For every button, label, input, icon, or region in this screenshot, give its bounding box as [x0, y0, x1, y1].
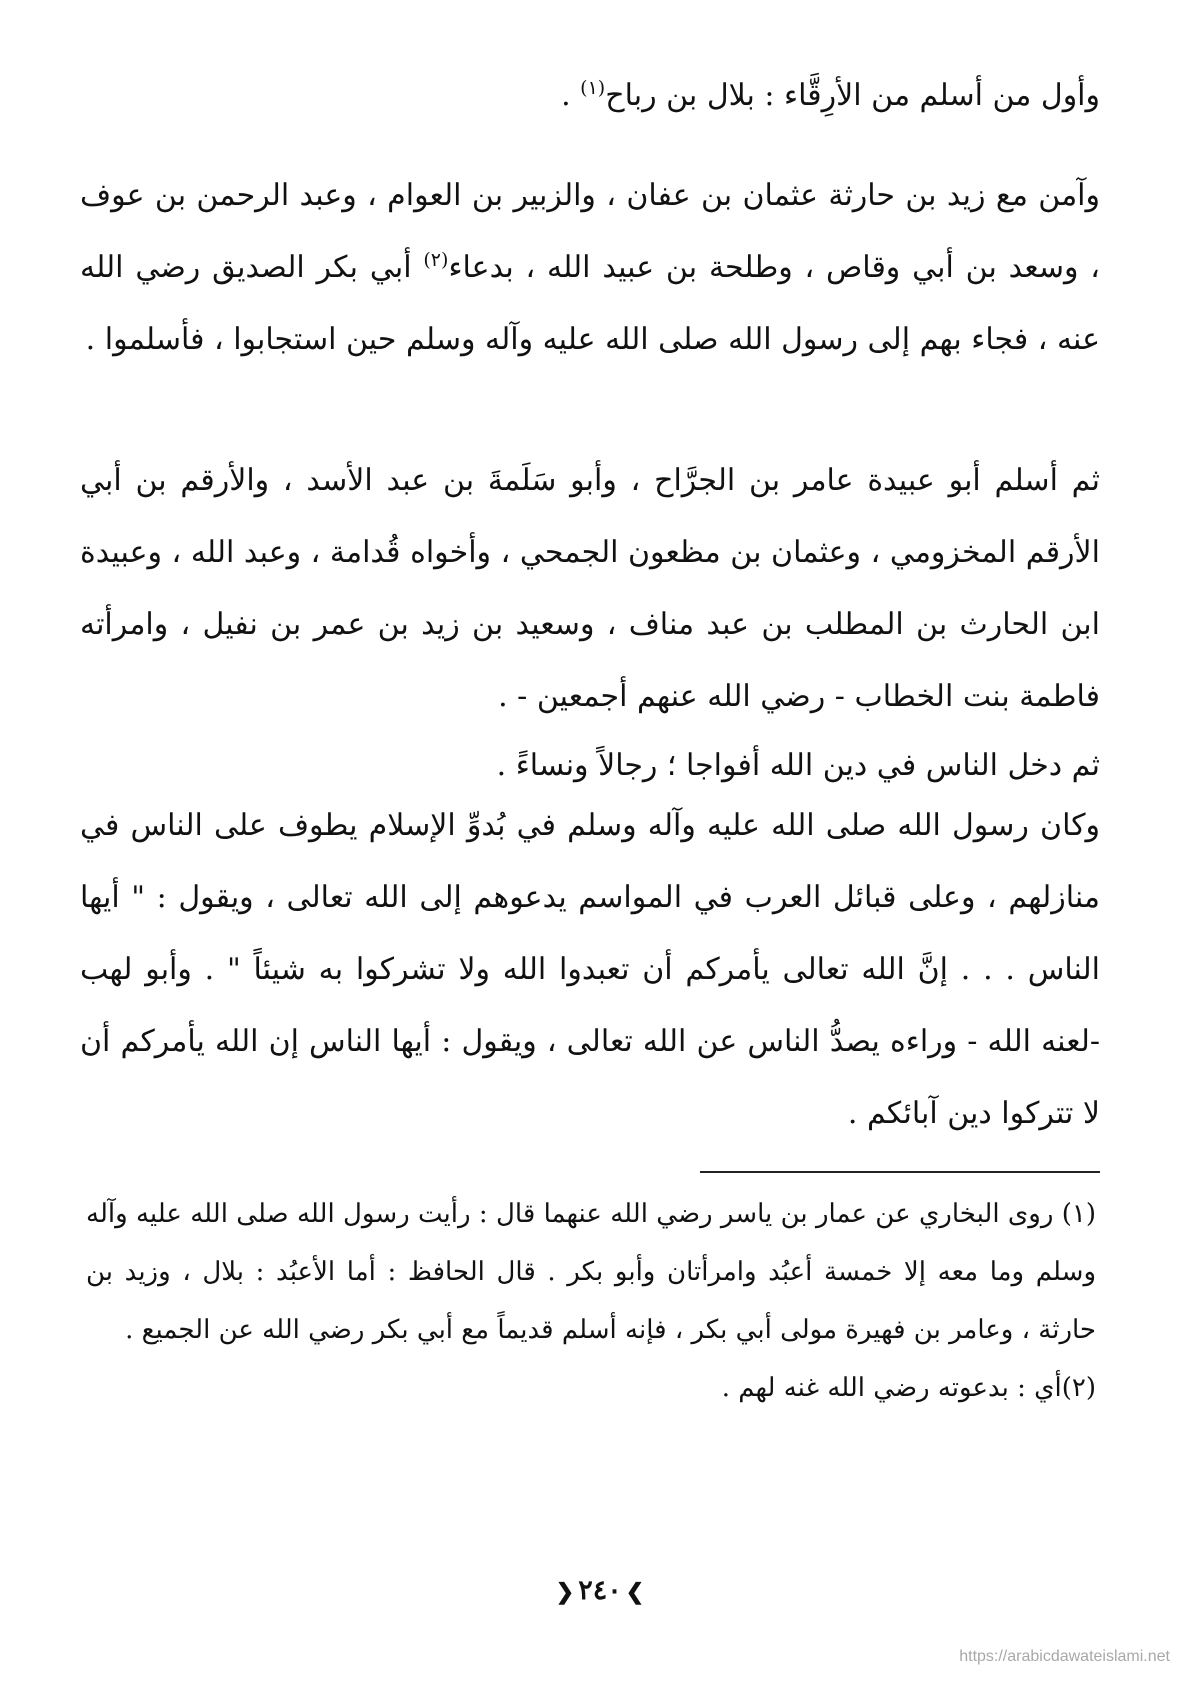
paragraph-text: وأول من أسلم من الأرِقَّاء : بلال بن رباح	[605, 78, 1100, 113]
page-number	[0, 1575, 1200, 1606]
paragraph-text-continued: أبي بكر الصديق رضي الله عنه ، فجاء بهم إلى رسول الله صلى الله عليه وآله وسلم حين استجابوا ، فأسلموا .	[80, 250, 1100, 357]
paragraph-text: ثم أسلم أبو عبيدة عامر بن الجرَّاح ، وأبو سَلَمةَ بن عبد الأسد ، والأرقم بن أبي الأرقم المخزومي ، وعثمان بن مظعون الجمحي ، وأخواه قُدامة ، وعبد الله ، وعبيدة ابن الحارث بن المطلب بن عبد مناف ، وسعيد بن زيد بن عمر بن نفيل ، وامرأته فاطمة بنت الخطاب - رضي الله عنهم أجمعين - .	[80, 463, 1100, 714]
paragraph-companions	[80, 160, 1100, 376]
ornament-right-icon: ❯	[625, 1579, 645, 1605]
page-number-value: ٢٤٠	[578, 1575, 622, 1606]
paragraph-tail: .	[561, 78, 581, 113]
paragraph-first-converts	[80, 60, 1100, 132]
paragraph-prophet-calling	[80, 790, 1100, 1150]
paragraph-later-converts	[80, 445, 1100, 733]
paragraph-text: وكان رسول الله صلى الله عليه وآله وسلم في بُدوِّ الإسلام يطوف على الناس في منازلهم ، وعلى قبائل العرب في المواسم يدعوهم إلى الله تعالى ، ويقول : " أيها الناس . . . إنَّ الله تعالى يأمركم أن تعبدوا الله ولا تشركوا به شيئاً " . وأبو لهب -لعنه الله - وراءه يصدُّ الناس عن الله تعالى ، ويقول : أيها الناس إن الله يأمركم أن لا تتركوا دين آبائكم .	[80, 808, 1100, 1131]
footnote-separator	[700, 1171, 1100, 1173]
paragraph-text: وآمن مع زيد بن حارثة عثمان بن عفان ، والزبير بن العوام ، وعبد الرحمن بن عوف ، وسعد بن أبي وقاص ، وطلحة بن عبيد الله ، بدعاء	[80, 178, 1100, 285]
footnote-2: (٢)أي : بدعوته رضي الله غنه لهم .	[721, 1373, 1096, 1403]
footnotes	[86, 1185, 1096, 1417]
ornament-left-icon: ❮	[555, 1579, 575, 1605]
footnote-ref-2[interactable]: (٢)	[423, 249, 449, 271]
watermark-url: https://arabicdawateislami.net	[959, 1648, 1170, 1665]
footnote-ref-1[interactable]: (١)	[580, 77, 606, 99]
footnote-1: (١) روى البخاري عن عمار بن ياسر رضي الله عنهما قال : رأيت رسول الله صلى الله عليه وآله وسلم وما معه إلا خمسة أعبُد وامرأتان وأبو بكر . قال الحافظ : أما الأعبُد : بلال ، وزيد بن حارثة ، وعامر بن فهيرة مولى أبي بكر ، فإنه أسلم قديماً مع أبي بكر رضي الله عن الجميع .	[86, 1199, 1096, 1345]
paragraph-text: ثم دخل الناس في دين الله أفواجا ؛ رجالاً ونساءً .	[496, 748, 1100, 783]
